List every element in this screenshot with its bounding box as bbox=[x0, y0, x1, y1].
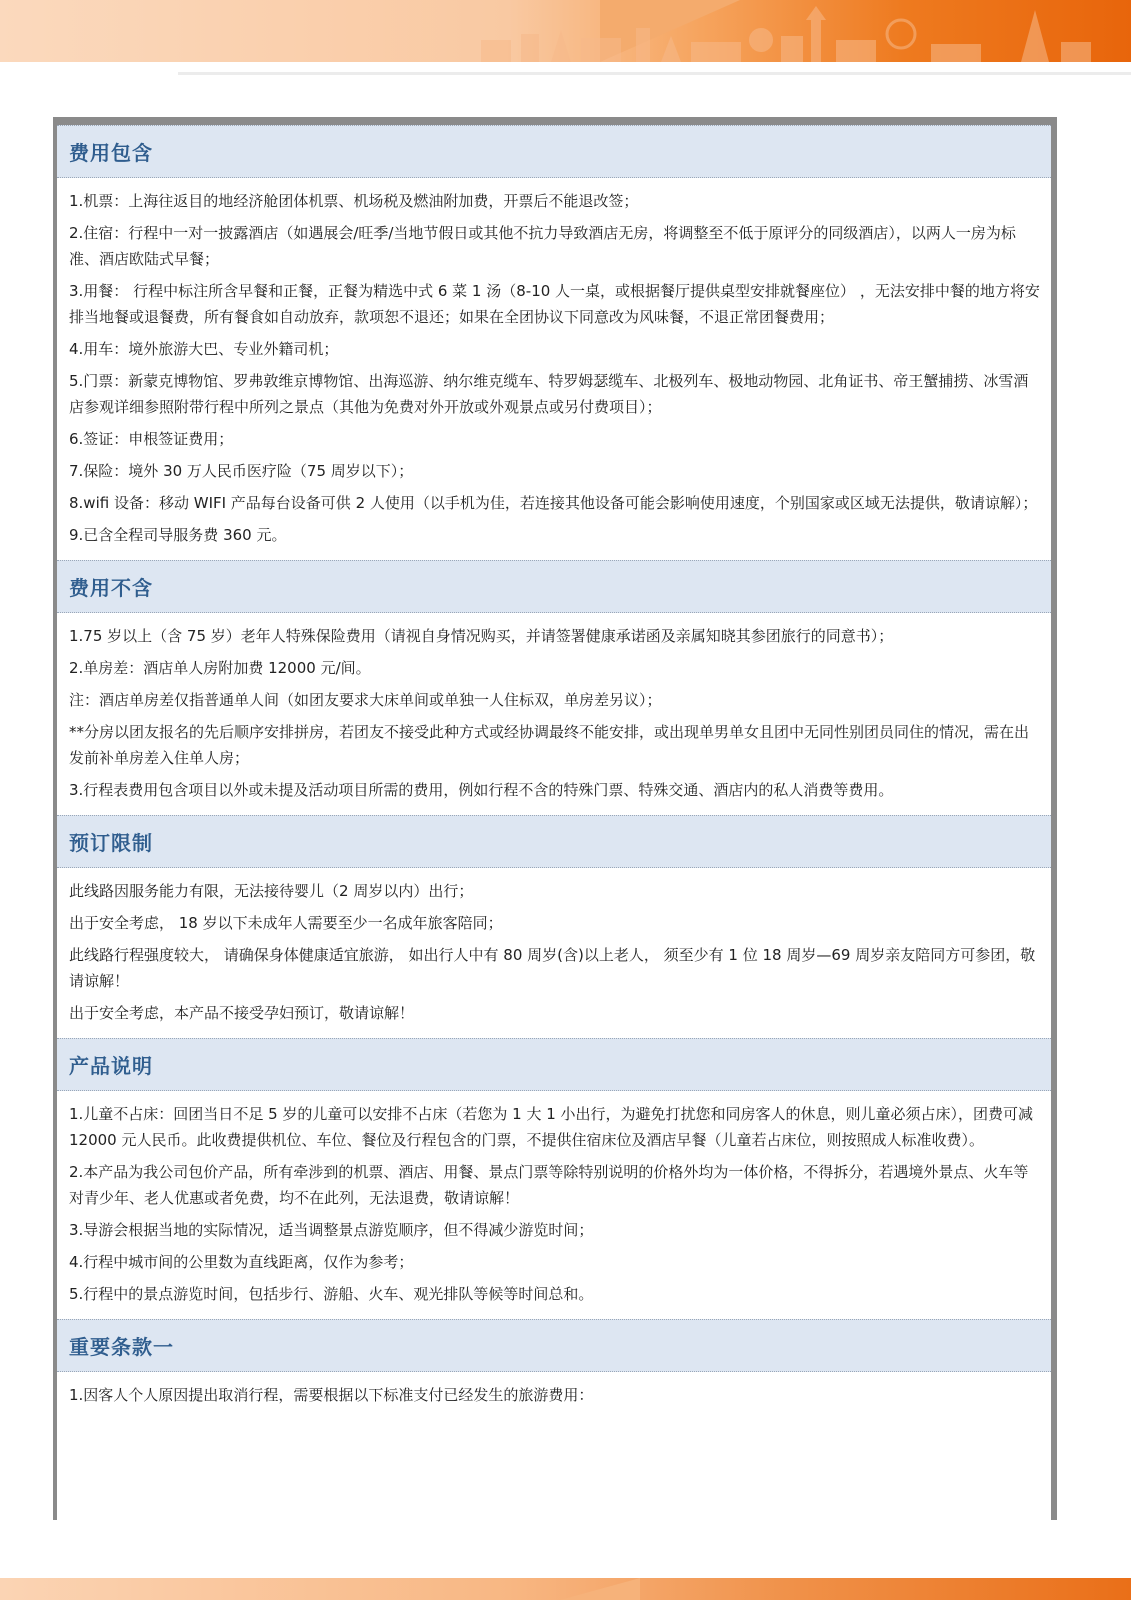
list-item: 此线路行程强度较大， 请确保身体健康适宜旅游， 如出行人中有 80 周岁(含)以上老人， 须至少有 1 位 18 周岁—69 周岁亲友陪同方可参团，敬请谅解！ bbox=[69, 946, 1036, 990]
section-body bbox=[57, 1091, 1051, 1319]
section-body bbox=[57, 178, 1051, 560]
section-body bbox=[57, 868, 1051, 1038]
list-item: 1.儿童不占床：回团当日不足 5 岁的儿童可以安排不占床（若您为 1 大 1 小出行，为避免打扰您和同房客人的休息，则儿童必须占床），团费可减 12000 元人民币。此收费提供机位、车位、餐位及行程包含的门票，不提供住宿床位及酒店早餐（儿童若占床位，则按照成人标准收费）。 bbox=[69, 1105, 1034, 1149]
list-item: 4.用车：境外旅游大巴、专业外籍司机； bbox=[69, 340, 339, 358]
list-item: 注：酒店单房差仅指普通单人间（如团友要求大床单间或单独一人住标双，单房差另议）； bbox=[69, 691, 662, 709]
list-item: 3.导游会根据当地的实际情况，适当调整景点游览顺序，但不得减少游览时间； bbox=[69, 1221, 594, 1239]
section-title: 费用不含 bbox=[69, 576, 153, 600]
section-booking-restrictions bbox=[57, 815, 1051, 1038]
footer-band-accent bbox=[560, 1578, 640, 1600]
list-item: 5.行程中的景点游览时间，包括步行、游船、火车、观光排队等候等时间总和。 bbox=[69, 1285, 594, 1303]
section-fee-excluded bbox=[57, 560, 1051, 815]
section-header bbox=[57, 125, 1051, 178]
list-item: 7.保险：境外 30 万人民币医疗险（75 周岁以下）； bbox=[69, 462, 414, 480]
section-header bbox=[57, 560, 1051, 613]
list-item: 出于安全考虑， 18 岁以下未成年人需要至少一名成年旅客陪同； bbox=[69, 914, 503, 932]
section-body bbox=[57, 613, 1051, 815]
list-item: 1.75 岁以上（含 75 岁）老年人特殊保险费用（请视自身情况购买，并请签署健康承诺函及亲属知晓其参团旅行的同意书）； bbox=[69, 627, 894, 645]
list-item: 此线路因服务能力有限，无法接待婴儿（2 周岁以内）出行； bbox=[69, 882, 474, 900]
list-item: 出于安全考虑，本产品不接受孕妇预订，敬请谅解！ bbox=[69, 1004, 415, 1022]
section-header bbox=[57, 1038, 1051, 1091]
section-product-notes bbox=[57, 1038, 1051, 1319]
list-item: 1.因客人个人原因提出取消行程，需要根据以下标准支付已经发生的旅游费用： bbox=[69, 1386, 594, 1404]
list-item: 2.本产品为我公司包价产品，所有牵涉到的机票、酒店、用餐、景点门票等除特别说明的价格外均为一体价格，不得拆分，若遇境外景点、火车等对青少年、老人优惠或者免费，均不在此列，无法退费，敬请谅解！ bbox=[69, 1163, 1029, 1207]
section-title: 重要条款一 bbox=[69, 1335, 174, 1359]
footer-band bbox=[0, 1578, 1131, 1600]
section-important-terms bbox=[57, 1319, 1051, 1420]
list-item: 4.行程中城市间的公里数为直线距离，仅作为参考； bbox=[69, 1253, 414, 1271]
list-item: 6.签证：申根签证费用； bbox=[69, 430, 234, 448]
list-item: 2.单房差：酒店单人房附加费 12000 元/间。 bbox=[69, 659, 371, 677]
list-item: 3.用餐： 行程中标注所含早餐和正餐，正餐为精选中式 6 菜 1 汤（8-10 人一桌，或根据餐厅提供桌型安排就餐座位） ，无法安排中餐的地方将安排当地餐或退餐费，所有餐食如自动放弃，款项恕不退还；如果在全团协议下同意改为风味餐，不退正常团餐费用； bbox=[69, 282, 1040, 326]
section-fee-included bbox=[57, 125, 1051, 560]
header-divider bbox=[178, 72, 1131, 75]
list-item: 3.行程表费用包含项目以外或未提及活动项目所需的费用，例如行程不含的特殊门票、特殊交通、酒店内的私人消费等费用。 bbox=[69, 781, 894, 799]
list-item: 1.机票：上海往返目的地经济舱团体机票、机场税及燃油附加费，开票后不能退改签； bbox=[69, 192, 639, 210]
section-header bbox=[57, 815, 1051, 868]
section-title: 产品说明 bbox=[69, 1054, 153, 1078]
list-item: 8.wifi 设备：移动 WIFI 产品每台设备可供 2 人使用（以手机为佳，若连接其他设备可能会影响使用速度，个别国家或区域无法提供，敬请谅解）； bbox=[69, 494, 1038, 512]
list-item: 2.住宿：行程中一对一披露酒店（如遇展会/旺季/当地节假日或其他不抗力导致酒店无房，将调整至不低于原评分的同级酒店），以两人一房为标准、酒店欧陆式早餐； bbox=[69, 224, 1016, 268]
section-title: 费用包含 bbox=[69, 141, 153, 165]
section-title: 预订限制 bbox=[69, 831, 153, 855]
header-band bbox=[0, 0, 1131, 62]
list-item: **分房以团友报名的先后顺序安排拼房，若团友不接受此种方式或经协调最终不能安排，或出现单男单女且团中无同性别团员同住的情况，需在出发前补单房差入住单人房； bbox=[69, 723, 1030, 767]
section-body bbox=[57, 1372, 1051, 1420]
city-skyline-icon bbox=[461, 0, 1101, 62]
list-item: 9.已含全程司导服务费 360 元。 bbox=[69, 526, 287, 544]
section-header bbox=[57, 1319, 1051, 1372]
document-frame bbox=[53, 117, 1057, 1520]
list-item: 5.门票：新蒙克博物馆、罗弗敦维京博物馆、出海巡游、纳尔维克缆车、特罗姆瑟缆车、北极列车、极地动物园、北角证书、帝王蟹捕捞、冰雪酒店参观详细参照附带行程中所列之景点（其他为免费对外开放或外观景点或另付费项目）； bbox=[69, 372, 1029, 416]
